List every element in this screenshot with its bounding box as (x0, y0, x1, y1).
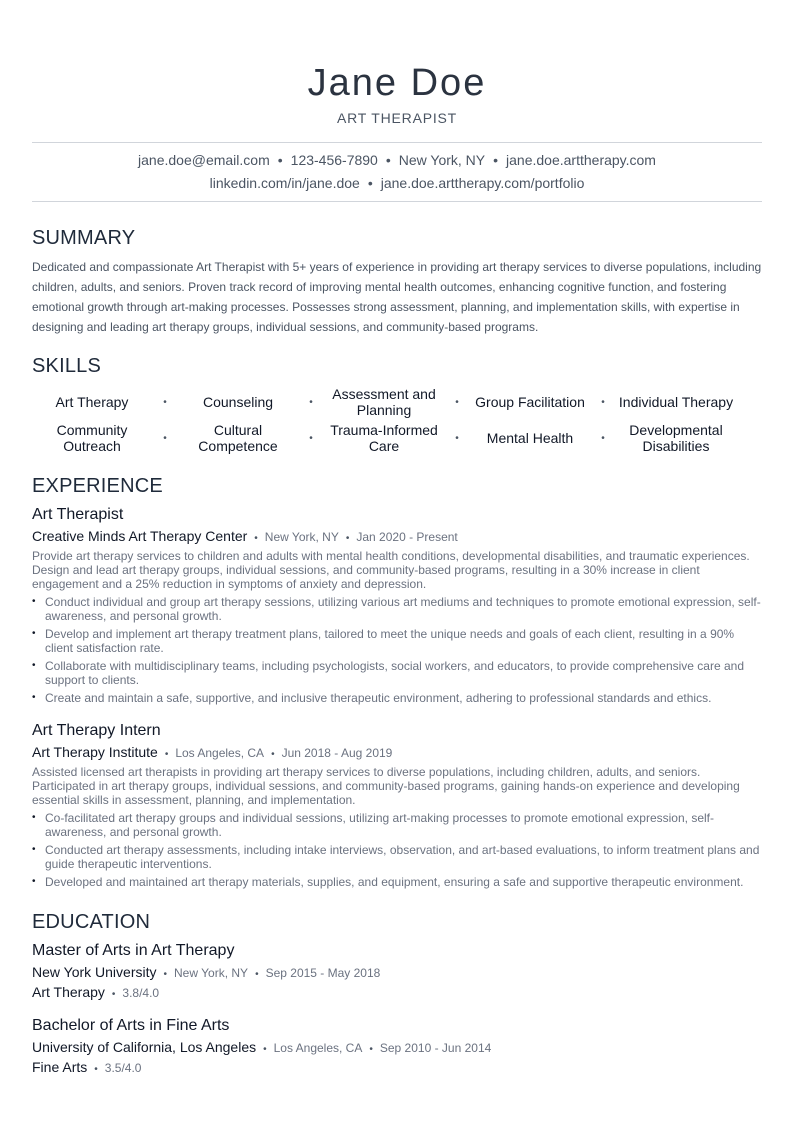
phone-text: 123-456-7890 (290, 152, 378, 168)
job-bullets (32, 811, 762, 893)
separator-dot: • (94, 1064, 98, 1075)
separator-dot: • (601, 432, 605, 444)
candidate-title: ART THERAPIST (336, 110, 458, 126)
employer-name: Art Therapy Institute (32, 744, 158, 760)
bullet-icon: • (32, 844, 36, 855)
bullet-icon: • (32, 596, 36, 607)
bullet-icon: • (32, 812, 36, 823)
school-name: University of California, Los Angeles (32, 1039, 257, 1055)
job-dates: Jun 2018 - Aug 2019 (281, 746, 393, 760)
job-title: Art Therapy Intern (32, 722, 161, 739)
separator-dot: • (255, 969, 259, 980)
school-name: New York University (32, 964, 157, 980)
contact-line-2 (32, 175, 762, 191)
job-title: Art Therapist (32, 506, 124, 523)
degree-title: Master of Arts in Art Therapy (32, 942, 235, 959)
degree-field: Fine Arts (32, 1059, 88, 1075)
bullet-text: Create and maintain a safe, supportive, and inclusive therapeutic environment, adhering to professional standards and ethics. (45, 691, 712, 705)
skill-item: Group Facilitation (475, 394, 585, 410)
degree-field-meta (32, 1059, 141, 1075)
separator-dot: • (163, 432, 167, 444)
bullet-text: Conducted art therapy assessments, including intake interviews, observation, and art-based evaluations, to inform treatment plans and guide therapeutic interventions. (45, 843, 760, 871)
school-meta (32, 964, 380, 980)
separator-dot: • (455, 432, 459, 444)
school-dates: Sep 2015 - May 2018 (265, 966, 381, 980)
list-item (32, 843, 762, 871)
candidate-name: Jane Doe (307, 62, 487, 104)
header-divider-top (32, 142, 762, 143)
skill-item: Community Outreach (56, 422, 128, 454)
list-item (32, 627, 762, 655)
separator-dot: • (369, 1044, 373, 1055)
contact-line-1 (32, 152, 762, 168)
school-meta (32, 1039, 491, 1055)
job-description: Assisted licensed art therapists in providing art therapy services to diverse populations, including children, adults, and seniors. Participated in art therapy groups, individual sessions, and community-based programs, gaining hands-on experience and developing essential skills in assessment, planning, and implementation. (32, 765, 740, 807)
bullet-text: Collaborate with multidisciplinary teams, including psychologists, social workers, and educators, to provide comprehensive care and support to clients. (45, 659, 745, 687)
separator-dot: • (163, 396, 167, 408)
skill-item: Individual Therapy (618, 394, 734, 410)
list-item (32, 811, 762, 839)
job-location: New York, NY (264, 530, 339, 544)
summary-text: Dedicated and compassionate Art Therapist with 5+ years of experience in providing art therapy services to diverse populations, including children, adults, and seniors. Proven track record of improving mental health outcomes, enhancing cognitive function, and fostering emotional growth through art-making processes. Possesses strong assessment, planning, and implementation skills, with expertise in designing and leading art therapy groups, individual sessions, and community-based programs. (32, 260, 762, 334)
separator-dot: • (263, 1044, 267, 1055)
separator-dot: • (385, 152, 391, 168)
list-item (32, 595, 762, 623)
email-link[interactable]: jane.doe@email.com (138, 152, 270, 168)
degree-gpa: 3.8/4.0 (122, 986, 160, 1000)
school-dates: Sep 2010 - Jun 2014 (379, 1041, 492, 1055)
skill-item: Assessment and Planning (332, 386, 436, 418)
website-link[interactable]: jane.doe.arttherapy.com (506, 152, 656, 168)
summary-heading: SUMMARY (32, 227, 136, 249)
job-bullets (32, 595, 762, 709)
bullet-icon: • (32, 876, 36, 887)
skills-grid (32, 384, 762, 456)
skill-item: Mental Health (486, 430, 574, 446)
separator-dot: • (309, 432, 313, 444)
separator-dot: • (455, 396, 459, 408)
job-location: Los Angeles, CA (175, 746, 265, 760)
separator-dot: • (271, 749, 275, 760)
separator-dot: • (345, 533, 350, 544)
bullet-text: Developed and maintained art therapy materials, supplies, and equipment, ensuring a safe and supportive therapeutic environment. (45, 875, 744, 889)
list-item (32, 875, 762, 889)
degree-gpa: 3.5/4.0 (104, 1061, 142, 1075)
bullet-icon: • (32, 660, 36, 671)
skill-item: Cultural Competence (198, 422, 278, 454)
separator-dot: • (277, 152, 283, 168)
bullet-text: Develop and implement art therapy treatment plans, tailored to meet the unique needs and goals of each client, resulting in a 90% client satisfaction rate. (45, 627, 735, 655)
job-meta (32, 744, 392, 760)
job-dates: Jan 2020 - Present (356, 530, 458, 544)
linkedin-link[interactable]: linkedin.com/in/jane.doe (209, 175, 360, 191)
list-item (32, 691, 762, 705)
skill-item: Trauma-Informed Care (330, 422, 438, 454)
separator-dot: • (111, 989, 116, 1000)
bullet-icon: • (32, 628, 36, 639)
school-location: New York, NY (174, 966, 249, 980)
separator-dot: • (309, 396, 313, 408)
separator-dot: • (493, 152, 499, 168)
skills-row (32, 420, 762, 456)
experience-heading: EXPERIENCE (32, 475, 163, 497)
school-location: Los Angeles, CA (273, 1041, 363, 1055)
bullet-text: Co-facilitated art therapy groups and individual sessions, utilizing art-making processes to promote emotional expression, self-awareness, and personal growth. (45, 811, 714, 839)
skill-item: Art Therapy (55, 394, 129, 410)
skill-item: Counseling (202, 394, 274, 410)
skills-heading: SKILLS (32, 355, 102, 377)
job-meta (32, 528, 458, 544)
degree-title: Bachelor of Arts in Fine Arts (32, 1017, 230, 1034)
separator-dot: • (254, 533, 258, 544)
separator-dot: • (164, 749, 169, 760)
degree-field: Art Therapy (32, 984, 105, 1000)
separator-dot: • (367, 175, 373, 191)
skills-row (32, 384, 762, 420)
list-item (32, 659, 762, 687)
separator-dot: • (601, 396, 605, 408)
skill-item: Developmental Disabilities (629, 422, 723, 454)
bullet-icon: • (32, 692, 36, 703)
location-text: New York, NY (398, 152, 486, 168)
degree-field-meta (32, 984, 159, 1000)
bullet-text: Conduct individual and group art therapy sessions, utilizing various art mediums and techniques to promote emotional expression, self-awareness, and personal growth. (45, 595, 761, 623)
job-description: Provide art therapy services to children and adults with mental health conditions, developmental disabilities, and traumatic experiences. Design and lead art therapy groups, individual sessions, and community-based programs, resulting in a 30% increase in client engagement and a 25% reduction in symptoms of anxiety and depression. (32, 549, 750, 591)
separator-dot: • (163, 969, 168, 980)
education-heading: EDUCATION (32, 911, 151, 933)
header-divider-bottom (32, 201, 762, 202)
employer-name: Creative Minds Art Therapy Center (32, 528, 248, 544)
portfolio-link[interactable]: jane.doe.arttherapy.com/portfolio (380, 175, 585, 191)
